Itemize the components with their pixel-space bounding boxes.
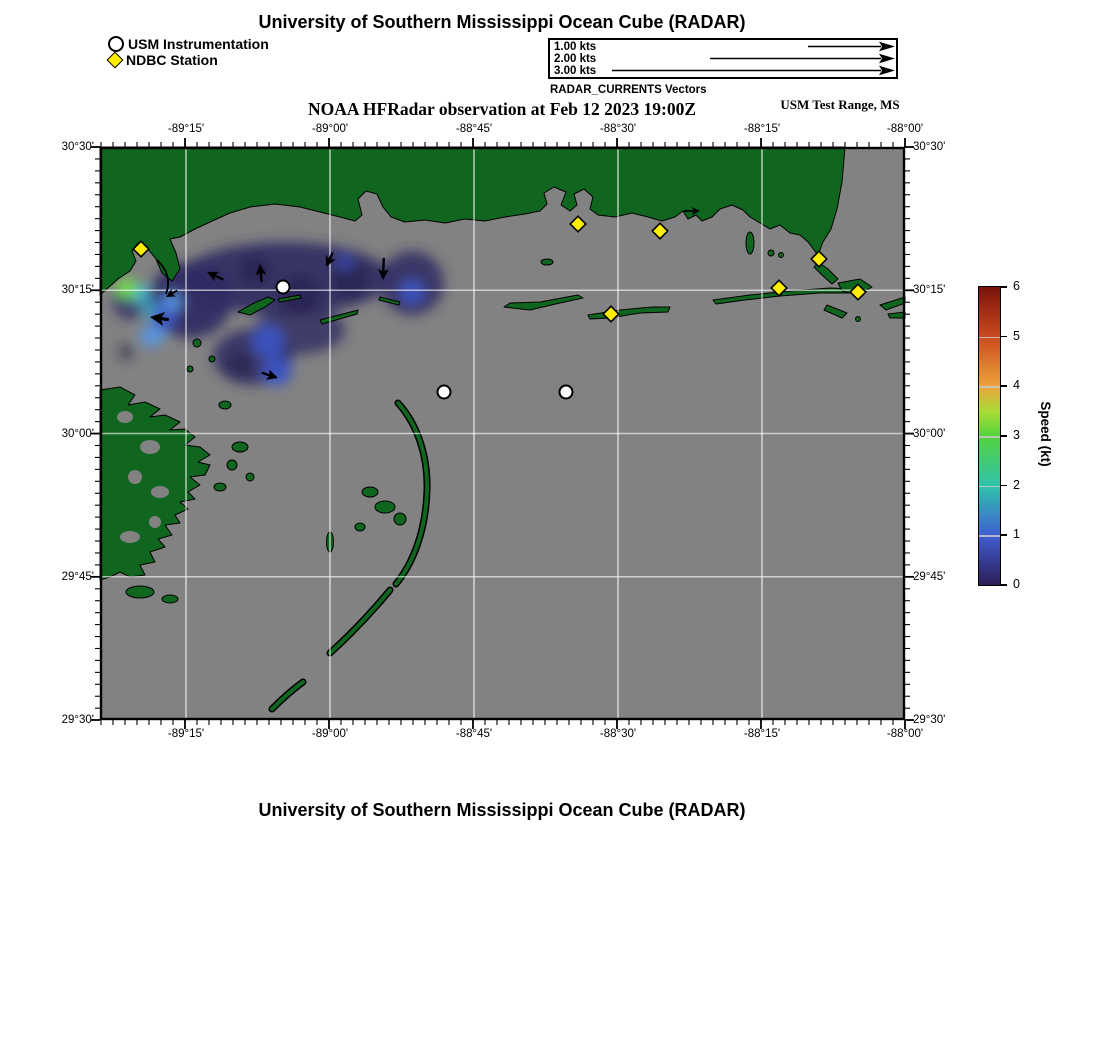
colorbar: [978, 286, 1001, 586]
legend-label-ndbc: NDBC Station: [126, 51, 218, 68]
lon-label-top: -89°00': [311, 123, 349, 135]
figure-title-bottom: University of Southern Mississippi Ocean Cube (RADAR): [258, 800, 746, 820]
lat-label-left: 30°30': [61, 141, 94, 153]
vector-scale-box: [548, 38, 898, 79]
map-plot: [100, 147, 905, 720]
lat-label-right: 30°30': [913, 141, 946, 153]
colorbar-gridline: [979, 386, 1000, 388]
colorbar-tick: [1000, 336, 1007, 338]
colorbar-tick-label: 5: [1013, 328, 1020, 343]
lat-label-right: 30°15': [913, 284, 946, 297]
usm-instrumentation-marker: [277, 281, 290, 294]
usm-instrumentation-marker: [438, 386, 451, 399]
legend-row-ndbc: [108, 52, 269, 68]
vector-scale-caption: RADAR_CURRENTS Vectors: [550, 84, 707, 96]
colorbar-tick-label: 4: [1013, 378, 1020, 393]
colorbar-gridline: [979, 486, 1000, 488]
colorbar-gridline: [979, 535, 1000, 537]
lat-label-left: 29°30': [61, 714, 94, 726]
ndbc-station-icon: [107, 52, 124, 69]
colorbar-tick-label: 0: [1013, 577, 1020, 591]
figure-title-top: University of Southern Mississippi Ocean Cube (RADAR): [258, 12, 746, 32]
lat-label-right: 29°45': [913, 570, 946, 583]
map-graphic: [100, 147, 905, 720]
lon-label-top: -88°00': [886, 123, 924, 135]
lon-label-bottom: -89°00': [311, 728, 349, 740]
lon-label-bottom: -88°30': [599, 728, 637, 740]
lon-label-bottom: -88°00': [886, 728, 924, 740]
lon-label-top: -88°15': [743, 123, 781, 135]
colorbar-tick: [1000, 534, 1007, 536]
colorbar-tick: [1000, 435, 1007, 437]
lat-label-left: 29°45': [61, 570, 94, 583]
lat-label-right: 29°30': [913, 714, 946, 726]
vector-scale-row-3: 3.00 kts: [554, 65, 597, 77]
lon-label-top: -88°45': [455, 123, 493, 135]
colorbar-tick-label: 3: [1013, 428, 1020, 442]
colorbar-tick-label: 6: [1013, 279, 1020, 293]
map-legend: [108, 36, 269, 68]
lon-label-bottom: -89°15': [167, 728, 205, 740]
vector-scale-row-2: 2.00 kts: [554, 53, 597, 65]
lon-label-top: -89°15': [167, 123, 205, 135]
lon-label-bottom: -88°15': [743, 728, 781, 740]
lon-label-top: -88°30': [599, 123, 637, 135]
lat-label-right: 30°00': [913, 427, 946, 440]
colorbar-tick: [1000, 385, 1007, 387]
usm-instrumentation-marker: [560, 386, 573, 399]
vector-scale-arrows: [550, 40, 896, 77]
colorbar-gridline: [979, 337, 1000, 339]
legend-row-usm: [108, 36, 269, 52]
legend-label-usm: USM Instrumentation: [128, 35, 269, 52]
colorbar-tick-label: 1: [1013, 527, 1020, 542]
colorbar-tick-label: 2: [1013, 477, 1020, 492]
lon-label-bottom: -88°45': [455, 728, 493, 740]
observation-subtitle: NOAA HFRadar observation at Feb 12 2023 19:00Z: [307, 99, 697, 119]
usm-instrumentation-icon: [108, 36, 124, 52]
colorbar-tick: [1000, 584, 1007, 586]
lat-label-left: 30°15': [61, 284, 94, 297]
colorbar-gridline: [979, 436, 1000, 438]
colorbar-tick: [1000, 286, 1007, 288]
colorbar-label: Speed (kt): [1038, 401, 1053, 467]
colorbar-tick: [1000, 485, 1007, 487]
test-range-label: USM Test Range, MS: [780, 97, 900, 112]
vector-scale-row-1: 1.00 kts: [554, 41, 597, 53]
lat-label-left: 30°00': [61, 427, 94, 440]
